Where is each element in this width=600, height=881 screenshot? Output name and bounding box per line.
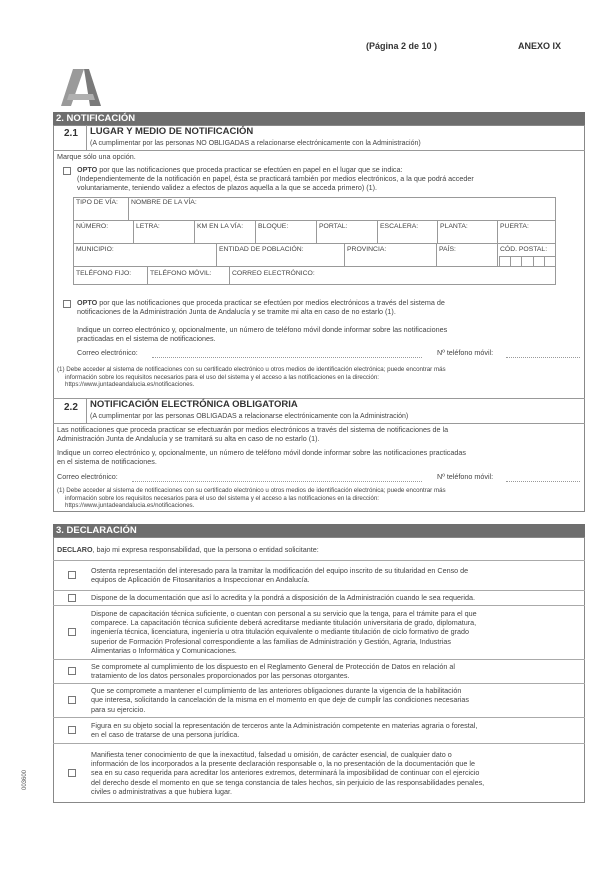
declaration-line: que interesa, solicitando la cancelación de la misma en el momento en que deje de cumplir las condiciones necesarias: [91, 695, 469, 705]
declaration-checkbox[interactable]: [68, 769, 76, 777]
postal-digit-box[interactable]: [544, 256, 555, 266]
municipio-label: MUNICIPIO:: [76, 246, 114, 253]
declaration-line: Dispone de la documentación que así lo acredita y la pondrá a disposición de la Administración cuando le sea requerida.: [91, 592, 475, 602]
footnote-line: información sobre los requisitos necesarios para el uso del sistema y el acceso a las notificaciones en la dirección:: [65, 494, 380, 502]
declaration-checkbox[interactable]: [68, 594, 76, 602]
footnote-line: https://www.juntadeandalucia.es/notificaciones.: [65, 502, 195, 509]
declaro-label: DECLARO: [57, 545, 93, 554]
puerta-label: PUERTA:: [500, 223, 529, 230]
entidad-label: ENTIDAD DE POBLACIÓN:: [219, 246, 304, 253]
subsection-2-2-title: NOTIFICACIÓN ELECTRÓNICA OBLIGATORIA: [90, 399, 298, 410]
portal-label: PORTAL:: [319, 223, 348, 230]
text-line: Indique un correo electrónico y, opcionalmente, un número de teléfono móvil donde informar sobre las notificaciones practicadas: [57, 448, 466, 457]
declaration-text: [91, 593, 578, 602]
nombre-via-field[interactable]: [129, 207, 555, 219]
cp-label: CÓD. POSTAL:: [500, 246, 548, 253]
text-line: Administración Junta de Andalucía y se tramitará su alta en caso de no estarlo (1).: [57, 434, 320, 443]
divider: [53, 423, 585, 424]
postal-digit-box[interactable]: [499, 256, 510, 266]
form-code: 003600: [22, 769, 28, 790]
text-line: Las notificaciones que proceda practicar se efectuarán por medios electrónicos a través del sistema de notificaciones de la: [57, 425, 449, 434]
select-one-hint: Marque sólo una opción.: [57, 152, 136, 161]
divider: [437, 220, 438, 243]
declaration-checkbox[interactable]: [68, 667, 76, 675]
nombre-via-label: NOMBRE DE LA VÍA:: [131, 199, 197, 206]
declaration-text: [91, 566, 578, 584]
divider: [73, 220, 556, 221]
declaration-line: Figura en su objeto social la representación de terceros ante la Administración competente en materias agraria o forestal,: [91, 720, 478, 730]
declaration-line: Se compromete al cumplimiento de los dispuesto en el Reglamento General de Protección de Datos en relación al: [91, 661, 455, 671]
declaration-line: civiles o administrativas a que hubiera lugar.: [91, 786, 233, 796]
divider: [194, 220, 195, 243]
junta-andalucia-logo: [55, 66, 107, 106]
divider: [344, 243, 345, 266]
footnote-line: (1) Debe acceder al sistema de notificaciones con su certificado electrónico u otros medios de identificación electrónica; puede encontrar más: [57, 487, 446, 494]
declaration-checkbox[interactable]: [68, 726, 76, 734]
declaration-line: para su ejercicio.: [91, 704, 146, 714]
paper-notification-checkbox[interactable]: [63, 167, 71, 175]
postal-digit-box[interactable]: [510, 256, 521, 266]
section-3-header: 3. DECLARACIÓN: [53, 524, 585, 537]
postal-digit-box[interactable]: [533, 256, 544, 266]
declaration-line: comparece. La capacitación técnica suficiente deberá acreditarse mediante titulación universitaria de grado, diplomatura,: [91, 618, 477, 628]
footnote-2-1: [57, 366, 584, 389]
divider: [216, 243, 217, 266]
mandatory-electronic-text: [57, 425, 582, 443]
declaration-line: equipos de Aplicación de Fitosanitarios a Inspeccionar en Andalucía.: [91, 575, 310, 584]
email-field[interactable]: [132, 481, 422, 482]
paper-option-line: voluntariamente, teniendo validez a efectos de plazos aquella a la que se acceda primero) (1).: [77, 183, 378, 192]
declaration-text: [91, 750, 578, 796]
opto-label: OPTO: [77, 298, 98, 307]
mandatory-indicate-text: [57, 448, 582, 466]
divider: [73, 266, 556, 267]
electronic-option-text: [77, 298, 580, 316]
subsection-2-1-note: (A cumplimentar por las personas NO OBLIGADAS a relacionarse electrónicamente con la Administración): [90, 140, 421, 147]
divider: [86, 125, 87, 150]
divider: [133, 220, 134, 243]
divider: [316, 220, 317, 243]
divider: [497, 243, 498, 266]
indicate-line: Indique un correo electrónico y, opcionalmente, un número de teléfono móvil donde informar sobre las notificaciones: [77, 325, 448, 334]
declaration-line: Dispone de capacitación técnica suficiente, o cuentan con personal a su servicio que la tenga, para el trámite para el que: [91, 609, 477, 618]
annex-label: ANEXO IX: [518, 41, 562, 51]
declaration-checkbox[interactable]: [68, 628, 76, 636]
declaration-text: [91, 609, 578, 655]
declaration-checkbox[interactable]: [68, 696, 76, 704]
footnote-line: (1) Debe acceder al sistema de notificaciones con su certificado electrónico u otros medios de identificación electrónica; puede encontrar más: [57, 366, 446, 373]
subsection-2-2-note: (A cumplimentar por las personas OBLIGADAS a relacionarse electrónicamente con la Administración): [90, 413, 409, 420]
divider: [377, 220, 378, 243]
planta-label: PLANTA:: [440, 223, 468, 230]
declaration-line: Alimentarias o Informática y Comunicaciones.: [91, 645, 237, 655]
paper-option-text: [77, 165, 580, 192]
tel-fijo-label: TELÉFONO FIJO:: [76, 270, 132, 277]
escalera-label: ESCALERA:: [380, 223, 419, 230]
declaration-line: Manifiesta tener conocimiento de que la inexactitud, falsedad u omisión, de carácter esencial, de cualquier dato o: [91, 750, 452, 759]
mobile-label: Nº teléfono móvil:: [437, 348, 494, 357]
provincia-label: PROVINCIA:: [347, 246, 387, 253]
declaration-line: superior de Formación Profesional correspondiente a las familias de Administración y Gestión, Agraria, Industrias: [91, 636, 451, 646]
declaration-line: información de los incorporados a la presente declaración responsable o, la no presentación de la documentación que le: [91, 759, 475, 769]
declaration-line: del derecho desde el momento en que se tenga constancia de tales hechos, sin perjuicio de las responsabilidades penales,: [91, 777, 485, 787]
declaration-text: [91, 662, 578, 680]
declaration-line: ingeniería técnica, licenciatura, ingeniería u otra titulación equivalente o mediante titulación de ciclo formativo de grado: [91, 627, 469, 637]
mobile-field[interactable]: [506, 357, 580, 358]
electronic-option-line: notificaciones de la Administración Junta de Andalucía y se tramite mi alta en caso de no estarlo (1).: [77, 307, 396, 316]
subsection-2-2-number: 2.2: [64, 402, 78, 413]
subsection-2-1-title: LUGAR Y MEDIO DE NOTIFICACIÓN: [90, 126, 254, 137]
postal-digit-box[interactable]: [521, 256, 532, 266]
section-2-header: 2. NOTIFICACIÓN: [53, 112, 585, 125]
divider: [229, 266, 230, 285]
text-line: en el sistema de notificaciones.: [57, 457, 157, 466]
postal-code-boxes[interactable]: [499, 256, 555, 266]
email-label: Correo electrónico:: [77, 348, 138, 357]
email-label: Correo electrónico:: [57, 472, 118, 481]
declaration-line: sea en su caso requerida para acreditar los anteriores extremos, determinará la imposibilidad de continuar con el ejercicio: [91, 768, 480, 778]
tipo-via-label: TIPO DE VÍA:: [76, 199, 118, 206]
mobile-field[interactable]: [506, 481, 580, 482]
tel-movil-label: TELÉFONO MÓVIL:: [150, 270, 212, 277]
paper-option-line: (Independientemente de la notificación en papel, ésta se practicará también por medios electrónicos, a la que podrá acceder: [77, 174, 474, 183]
letra-label: LETRA:: [136, 223, 160, 230]
declaration-text: [91, 721, 578, 739]
email-field[interactable]: [152, 357, 422, 358]
declaration-checkbox[interactable]: [68, 571, 76, 579]
bloque-label: BLOQUE:: [258, 223, 289, 230]
footnote-line: https://www.juntadeandalucia.es/notificaciones.: [65, 381, 195, 388]
declaration-line: Que se compromete a mantener el cumplimiento de las anteriores obligaciones durante la vigencia de la habilitación: [91, 686, 462, 696]
declaration-line: Ostenta representación del interesado para la tramitar la modificación del equipo inscrito de su titularidad en Censo de: [91, 565, 469, 575]
divider: [255, 220, 256, 243]
declaration-text: [91, 686, 578, 714]
opto-label: OPTO: [77, 165, 98, 174]
paper-option-line: por que las notificaciones que proceda practicar se efectúen en papel en el lugar que se indica:: [97, 165, 403, 174]
divider: [147, 266, 148, 285]
indicate-email-text: [77, 325, 580, 343]
declaration-line: en el caso de tratarse de una persona jurídica.: [91, 730, 240, 739]
electronic-option-line: por que las notificaciones que proceda practicar se efectúen por medios electrónicos a través del sistema de: [97, 298, 445, 307]
declaration-line: tratamiento de los datos personales proporcionados por las personas otorgantes.: [91, 671, 350, 680]
pais-label: PAÍS:: [439, 246, 456, 253]
divider: [436, 243, 437, 266]
declaration-intro-text: , bajo mi expresa responsabilidad, que la persona o entidad solicitante:: [92, 545, 319, 554]
footnote-line: información sobre los requisitos necesarios para el uso del sistema y el acceso a las notificaciones en la dirección:: [65, 373, 380, 381]
divider: [86, 398, 87, 423]
divider: [497, 220, 498, 243]
subsection-2-1-number: 2.1: [64, 128, 78, 139]
mobile-label: Nº teléfono móvil:: [437, 472, 494, 481]
tipo-via-field[interactable]: [74, 207, 127, 219]
declaration-intro: [57, 545, 319, 554]
numero-label: NÚMERO:: [76, 223, 109, 230]
footnote-2-2: [57, 487, 584, 510]
divider: [73, 243, 556, 244]
electronic-notification-checkbox[interactable]: [63, 300, 71, 308]
indicate-line: practicadas en el sistema de notificaciones.: [77, 334, 216, 343]
correo-label: CORREO ELECTRÓNICO:: [232, 270, 315, 277]
km-label: KM EN LA VÍA:: [197, 223, 244, 230]
divider: [53, 150, 585, 151]
page-indicator: (Página 2 de 10 ): [366, 41, 438, 51]
